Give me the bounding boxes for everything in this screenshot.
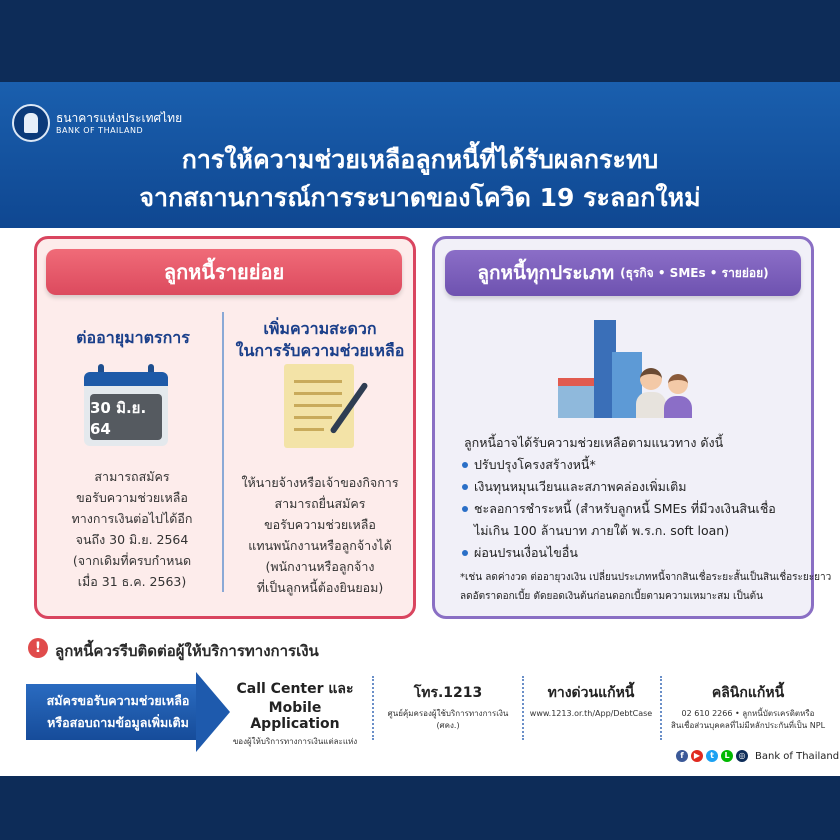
convenience-title [226,318,414,362]
bot-logo-icon [12,104,50,142]
assistance-list [460,432,800,564]
text-line: แทนพนักงานหรือลูกจ้างได้ [248,538,392,553]
list-item [460,498,800,520]
channel-subtitle-line2: สินเชื่อส่วนบุคคลที่ไม่มีหลักประกันที่เป็น NPL [670,721,826,730]
convenience-text [226,472,414,598]
bullet-icon [462,506,468,512]
dotted-separator [522,676,524,740]
arrow-text [30,690,206,734]
retail-heading: ลูกหนี้รายย่อย [46,249,402,295]
extend-measure-title: ต่ออายุมาตรการ [76,328,190,347]
page-title-line1: การให้ความช่วยเหลือลูกหนี้ที่ได้รับผลกระทบ [181,145,659,174]
text-line: (พนักงานหรือลูกจ้าง [265,559,375,574]
channel-title: คลินิกแก้หนี้ [711,685,785,701]
all-debtors-heading [445,250,801,296]
channel-title: ทางด่วนแก้หนี้ [547,685,635,701]
all-debtors-heading-main: ลูกหนี้ทุกประเภท [477,262,615,284]
list-item [460,454,800,476]
column-divider [222,312,224,592]
text-line: ที่เป็นลูกหนี้ต้องยินยอม) [256,580,384,595]
list-item-text: ชะลอการชำระหนี้ (สำหรับลูกหนี้ SMEs ที่มีวงเงินสินเชื่อ [474,501,776,516]
logo-english-text: BANK OF THAILAND [56,126,144,135]
channel-subtitle: ศูนย์คุ้มครองผู้ใช้บริการทางการเงิน (ศคง.) [387,709,509,730]
channel-subtitle: www.1213.or.th/App/DebtCase [529,709,653,718]
dotted-separator [660,676,662,740]
channel-title: Call Center และ [236,681,354,697]
text-line: ขอรับความช่วยเหลือ [264,517,376,532]
footnote-line1: *เช่น ลดค่างวด ต่ออายุวงเงิน เปลี่ยนประเภทหนี้จากสินเชื่อระยะสั้นเป็นสินเชื่อระยะยาว [460,572,832,583]
page-title-line2: จากสถานการณ์การระบาดของโควิด 19 ระลอกใหม่ [139,183,701,212]
facebook-icon[interactable]: f [676,750,688,762]
logo-thai-text: ธนาคารแห่งประเทศไทย [56,111,183,125]
man-icon [636,368,666,418]
text-line: (จากเดิมที่ครบกำหนด [72,553,192,568]
footnote [460,568,832,606]
channel-debt-express [528,682,654,720]
list-item-text: ผ่อนปรนเงื่อนไขอื่น [474,545,578,560]
text-line: ทางการเงินต่อไปได้อีก [71,511,193,526]
text-line: ให้นายจ้างหรือเจ้าของกิจการ [241,475,399,490]
twitter-icon[interactable]: t [706,750,718,762]
contact-alert-text: ลูกหนี้ควรรีบติดต่อผู้ให้บริการทางการเงิน [55,642,319,660]
list-item-text: เงินทุนหมุนเวียนและสภาพคล่องเพิ่มเติม [474,479,687,494]
assistance-lead: ลูกหนี้อาจได้รับความช่วยเหลือตามแนวทาง ดังนี้ [464,435,724,450]
dotted-separator [372,676,374,740]
woman-icon [664,374,692,418]
line-icon[interactable]: L [721,750,733,762]
bullet-icon [462,462,468,468]
all-debtors-heading-sub: (ธุรกิจ • SMEs • รายย่อย) [620,265,769,280]
footnote-line2: ลดอัตราดอกเบี้ย ตัดยอดเงินต้นก่อนดอกเบี้ยตามความเหมาะสม เป็นต้น [460,591,763,602]
bot-small-logo-icon: ◎ [736,750,748,762]
channel-debt-clinic [664,682,832,732]
arrow-text-line1: สมัครขอรับความช่วยเหลือ [46,693,190,708]
footer-brand: Bank of Thailand [755,750,840,762]
document-icon [284,364,354,448]
top-band [0,0,840,82]
text-line: สามารถยื่นสมัคร [274,496,366,511]
channel-subtitle: ของผู้ให้บริการทางการเงินแต่ละแห่ง [232,737,358,746]
arrow-text-line2: หรือสอบถามข้อมูลเพิ่มเติม [47,715,189,730]
alert-icon: ! [28,638,48,658]
list-item-text: ปรับปรุงโครงสร้างหนี้* [474,457,596,472]
text-line: ขอรับความช่วยเหลือ [76,490,188,505]
channel-title: Mobile Application [250,700,340,732]
channel-subtitle-line1: 02 610 2266 • ลูกหนี้บัตรเครดิตหรือ [681,709,815,718]
channel-hotline-1213 [378,682,518,732]
convenience-title-line1: เพิ่มความสะดวก [263,319,377,338]
social-links [676,750,839,762]
list-item [460,542,800,564]
bottom-band [0,776,840,840]
channel-title: โทร.1213 [413,685,483,701]
text-line: เมื่อ 31 ธ.ค. 2563) [77,574,187,589]
apply-arrow-banner [26,672,230,752]
youtube-icon[interactable]: ▶ [691,750,703,762]
calendar-date-label: 30 มิ.ย. 64 [90,394,162,440]
extend-measure-text [44,466,220,592]
calendar-icon [84,372,168,446]
bullet-icon [462,484,468,490]
channel-subtitle [664,708,832,732]
text-line: สามารถสมัคร [94,469,170,484]
list-item [460,476,800,498]
convenience-title-line2: ในการรับความช่วยเหลือ [235,341,405,360]
text-line: จนถึง 30 มิ.ย. 2564 [75,532,189,547]
bullet-icon [462,550,468,556]
list-item-continuation: ไม่เกิน 100 ล้านบาท ภายใต้ พ.ร.ก. soft loan) [474,523,730,538]
channel-call-center [226,678,364,748]
